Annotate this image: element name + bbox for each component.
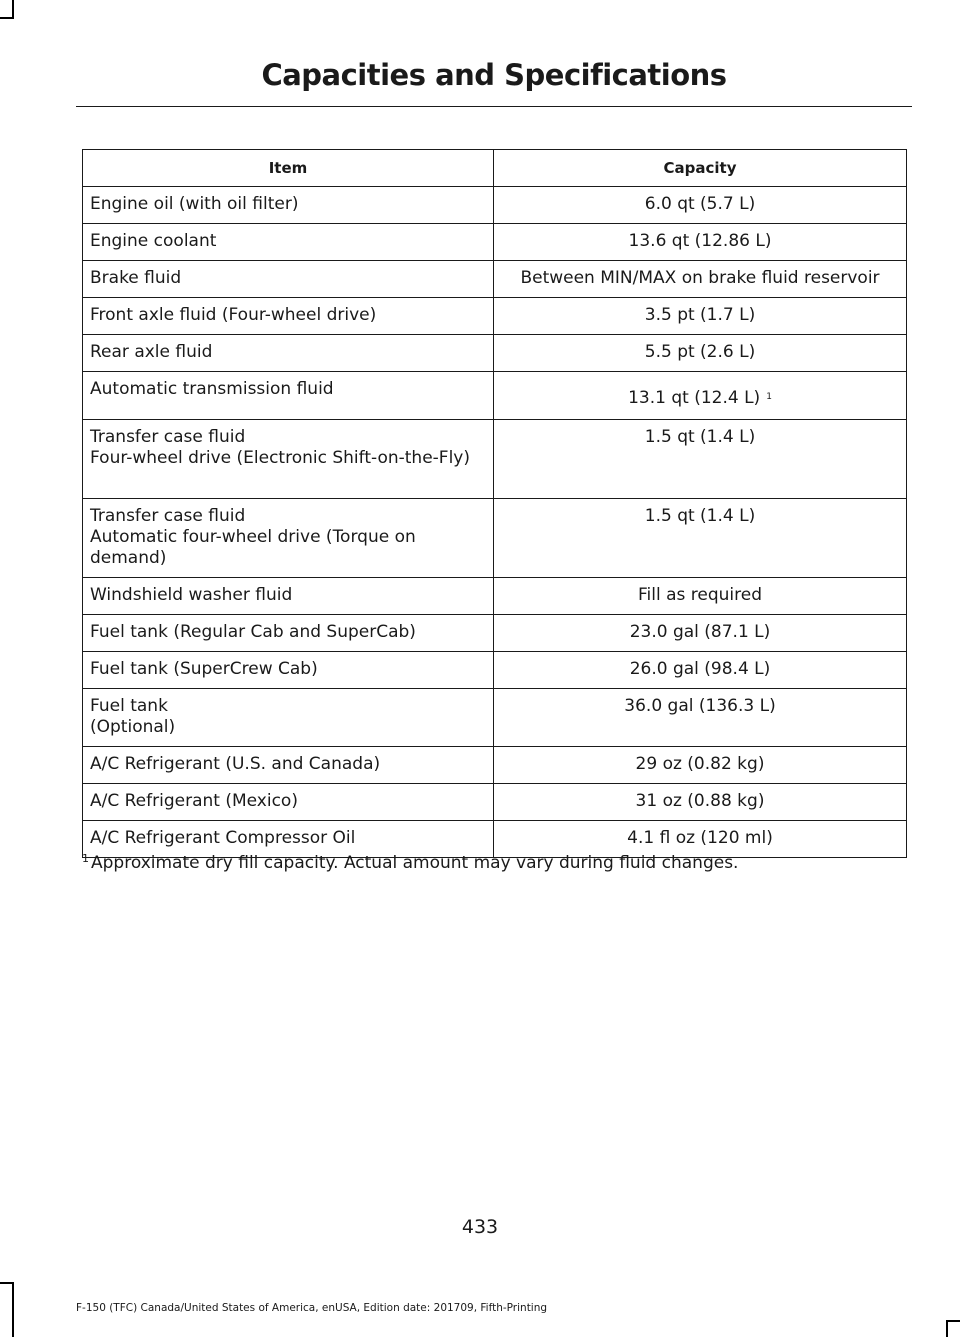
crop-mark bbox=[0, 17, 14, 19]
item-cell: Engine oil (with oil filter) bbox=[83, 187, 494, 224]
capacities-table bbox=[82, 149, 907, 858]
item-cell: Front axle fluid (Four-wheel drive) bbox=[83, 298, 494, 335]
item-cell: Brake fluid bbox=[83, 261, 494, 298]
table-row bbox=[83, 578, 907, 615]
capacity-cell: 6.0 qt (5.7 L) bbox=[494, 187, 907, 224]
capacity-cell bbox=[494, 372, 907, 420]
crop-mark bbox=[946, 1320, 960, 1322]
capacity-cell: 13.6 qt (12.86 L) bbox=[494, 224, 907, 261]
table-row bbox=[83, 187, 907, 224]
header-capacity: Capacity bbox=[494, 150, 907, 187]
crop-mark bbox=[946, 1320, 948, 1337]
item-cell: Fuel tank (SuperCrew Cab) bbox=[83, 652, 494, 689]
footnote-mark: 1 bbox=[82, 852, 89, 865]
table-row bbox=[83, 372, 907, 420]
table-row bbox=[83, 499, 907, 578]
capacity-cell: 5.5 pt (2.6 L) bbox=[494, 335, 907, 372]
table-row bbox=[83, 261, 907, 298]
crop-mark bbox=[0, 1282, 14, 1284]
table-row bbox=[83, 224, 907, 261]
item-cell: A/C Refrigerant Compressor Oil bbox=[83, 821, 494, 858]
header-item: Item bbox=[83, 150, 494, 187]
crop-mark bbox=[12, 0, 14, 18]
item-cell: Transfer case fluid Four-wheel drive (Electronic Shift-on-the-Fly) bbox=[83, 420, 494, 499]
item-cell: Transfer case fluid Automatic four-wheel drive (Torque on demand) bbox=[83, 499, 494, 578]
capacity-value: 13.1 qt (12.4 L) bbox=[628, 388, 761, 408]
capacity-cell: 31 oz (0.88 kg) bbox=[494, 784, 907, 821]
page-title: Capacities and Specifications bbox=[261, 58, 727, 92]
footnote-reference: 1 bbox=[766, 392, 772, 402]
table-row bbox=[83, 615, 907, 652]
item-cell: Rear axle fluid bbox=[83, 335, 494, 372]
capacity-cell: Between MIN/MAX on brake fluid reservoir bbox=[494, 261, 907, 298]
item-cell: Fuel tank (Optional) bbox=[83, 689, 494, 747]
table-row bbox=[83, 689, 907, 747]
table-row bbox=[83, 652, 907, 689]
footnote-text: Approximate dry fill capacity. Actual amount may vary during fluid changes. bbox=[91, 853, 739, 873]
capacity-cell: 29 oz (0.82 kg) bbox=[494, 747, 907, 784]
table-header-row bbox=[83, 150, 907, 187]
table-row bbox=[83, 747, 907, 784]
page-number: 433 bbox=[461, 1216, 499, 1238]
table-row bbox=[83, 298, 907, 335]
item-cell: Fuel tank (Regular Cab and SuperCab) bbox=[83, 615, 494, 652]
capacity-cell: 36.0 gal (136.3 L) bbox=[494, 689, 907, 747]
table-row bbox=[83, 784, 907, 821]
capacity-cell: 4.1 fl oz (120 ml) bbox=[494, 821, 907, 858]
item-cell: Engine coolant bbox=[83, 224, 494, 261]
capacity-cell: 26.0 gal (98.4 L) bbox=[494, 652, 907, 689]
page-footer: F-150 (TFC) Canada/United States of America, enUSA, Edition date: 201709, Fifth-Printing bbox=[76, 1302, 548, 1314]
item-cell: A/C Refrigerant (U.S. and Canada) bbox=[83, 747, 494, 784]
item-cell: Windshield washer fluid bbox=[83, 578, 494, 615]
table-row bbox=[83, 420, 907, 499]
capacity-cell: 3.5 pt (1.7 L) bbox=[494, 298, 907, 335]
crop-mark bbox=[12, 1282, 14, 1337]
footnote bbox=[82, 852, 912, 876]
item-cell: A/C Refrigerant (Mexico) bbox=[83, 784, 494, 821]
capacity-cell: 23.0 gal (87.1 L) bbox=[494, 615, 907, 652]
capacity-cell: 1.5 qt (1.4 L) bbox=[494, 499, 907, 578]
capacity-cell: Fill as required bbox=[494, 578, 907, 615]
title-rule bbox=[76, 106, 912, 107]
table-row bbox=[83, 335, 907, 372]
item-cell: Automatic transmission fluid bbox=[83, 372, 494, 420]
capacity-cell: 1.5 qt (1.4 L) bbox=[494, 420, 907, 499]
